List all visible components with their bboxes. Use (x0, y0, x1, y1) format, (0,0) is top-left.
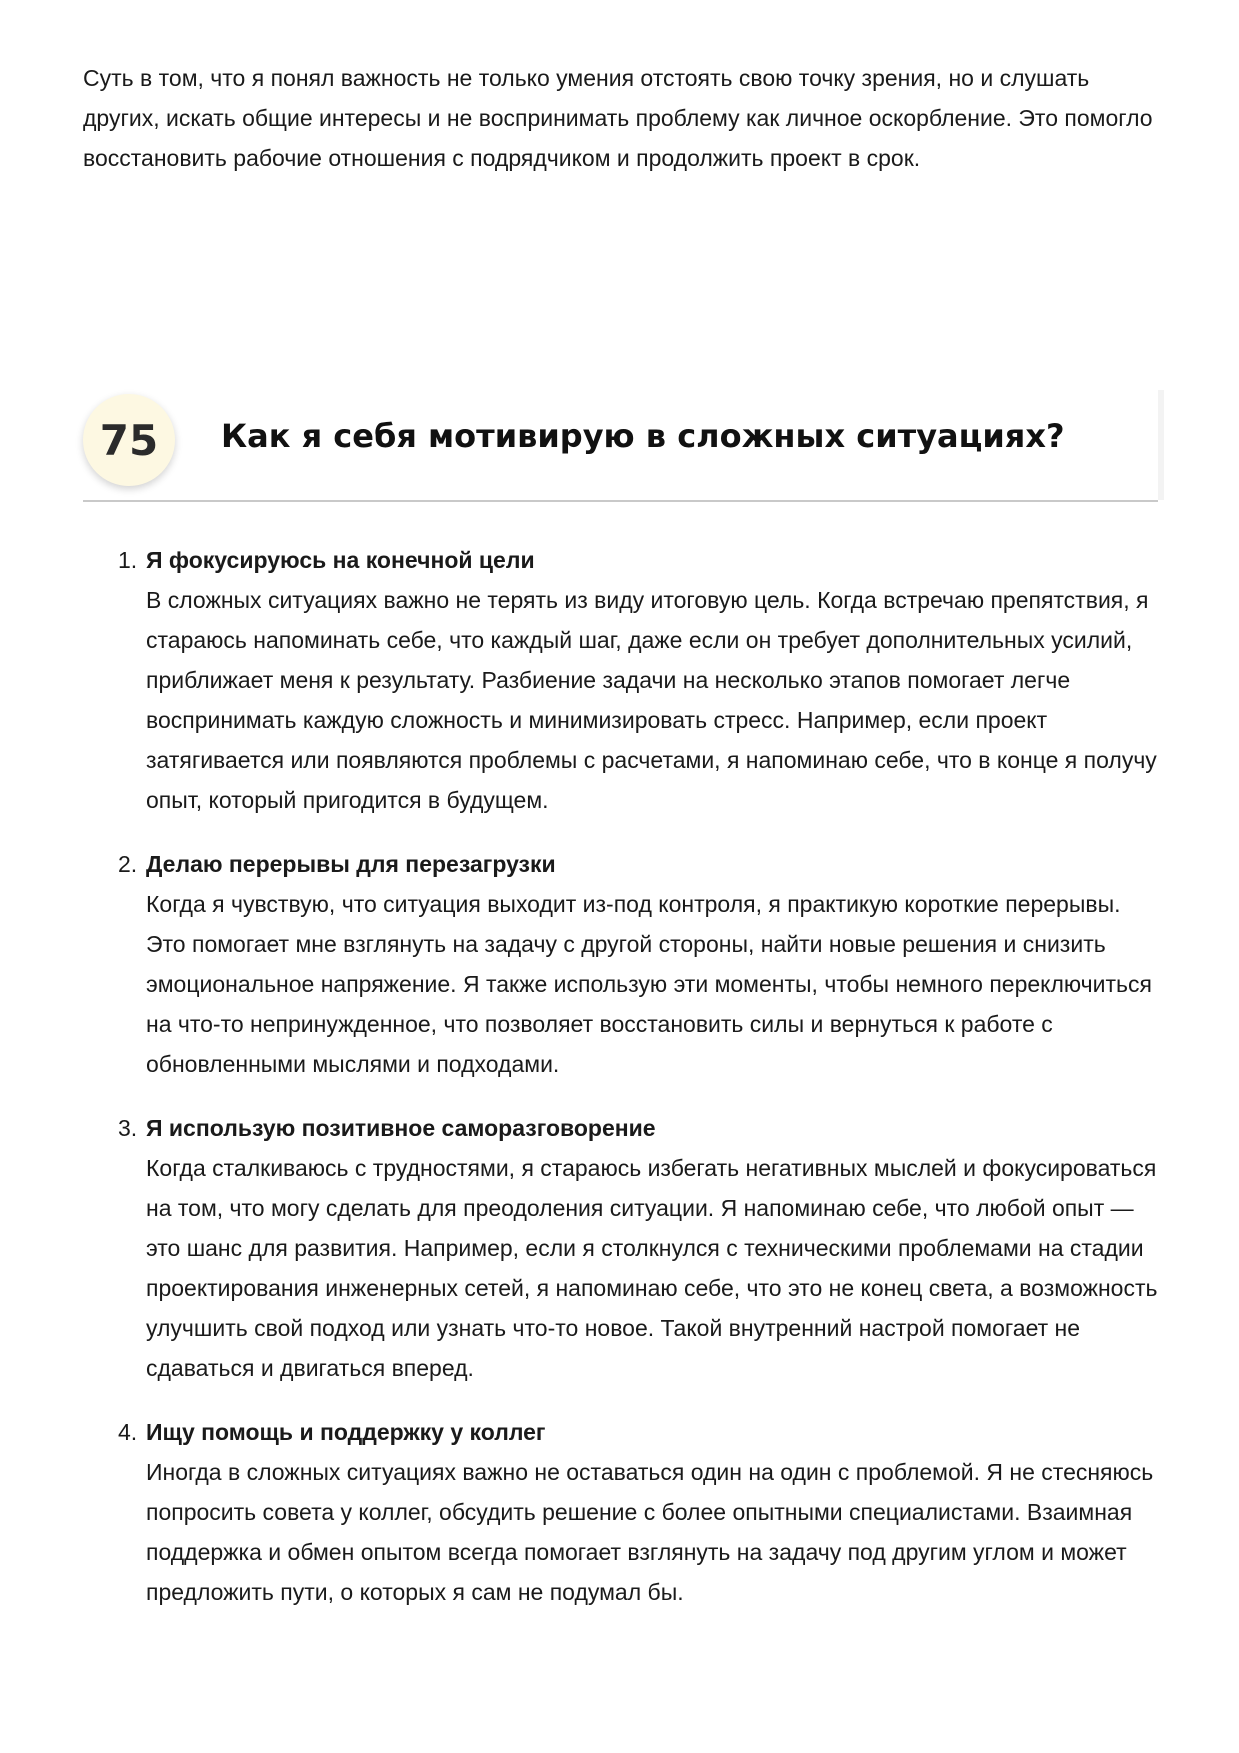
list-item (83, 1412, 1163, 1612)
list-item (83, 1108, 1163, 1388)
numbered-list (83, 540, 1163, 1636)
list-item (83, 540, 1163, 820)
section-title: Как я себя мотивирую в сложных ситуациях? (221, 417, 1065, 455)
list-item-number: 4. (118, 1419, 138, 1445)
list-item-title: Ищу помощь и поддержку у коллег (146, 1419, 546, 1445)
list-item-title: Я использую позитивное саморазговорение (146, 1115, 656, 1141)
list-item-number: 3. (118, 1115, 138, 1141)
list-item-text: Когда сталкиваюсь с трудностями, я стараюсь избегать негативных мыслей и фокусироваться на том, что могу сделать для преодоления ситуации. Я напоминаю себе, что любой опыт — это шанс для развития. Например, если я столкнулся с техническими проблемами на стадии проектирования инженерных сетей, я напоминаю себе, что это не конец света, а возможность улучшить свой подход или узнать что-то новое. Такой внутренний настрой помогает не сдаваться и двигаться вперед. (146, 1155, 1158, 1381)
list-item-title: Делаю перерывы для перезагрузки (146, 851, 556, 877)
list-item-number: 1. (118, 547, 138, 573)
intro-paragraph: Суть в том, что я понял важность не только умения отстоять свою точку зрения, но и слушать других, искать общие интересы и не воспринимать проблему как личное оскорбление. Это помогло восстановить рабочие отношения с подрядчиком и продолжить проект в срок. (83, 65, 1153, 171)
list-item-text: Иногда в сложных ситуациях важно не оставаться один на один с проблемой. Я не стесняюсь попросить совета у коллег, обсудить решение с более опытными специалистами. Взаимная поддержка и обмен опытом всегда помогает взглянуть на задачу под другим углом и может предложить пути, о которых я сам не подумал бы. (146, 1459, 1154, 1605)
question-number-badge: 75 (83, 394, 175, 486)
list-item-text: В сложных ситуациях важно не терять из виду итоговую цель. Когда встречаю препятствия, я стараюсь напоминать себе, что каждый шаг, даже если он требует дополнительных усилий, приближает меня к результату. Разбиение задачи на несколько этапов помогает легче воспринимать каждую сложность и минимизировать стресс. Например, если проект затягивается или появляются проблемы с расчетами, я напоминаю себе, что в конце я получу опыт, который пригодится в будущем. (146, 587, 1157, 813)
section-header (83, 390, 1158, 502)
list-item-number: 2. (118, 851, 138, 877)
list-item (83, 844, 1163, 1084)
list-item-text: Когда я чувствую, что ситуация выходит из-под контроля, я практикую короткие перерывы. Это помогает мне взглянуть на задачу с другой стороны, найти новые решения и снизить эмоциональное напряжение. Я также использую эти моменты, чтобы немного переключиться на что-то непринужденное, что позволяет восстановить силы и вернуться к работе с обновленными мыслями и подходами. (146, 891, 1152, 1077)
list-item-title: Я фокусируюсь на конечной цели (146, 547, 535, 573)
